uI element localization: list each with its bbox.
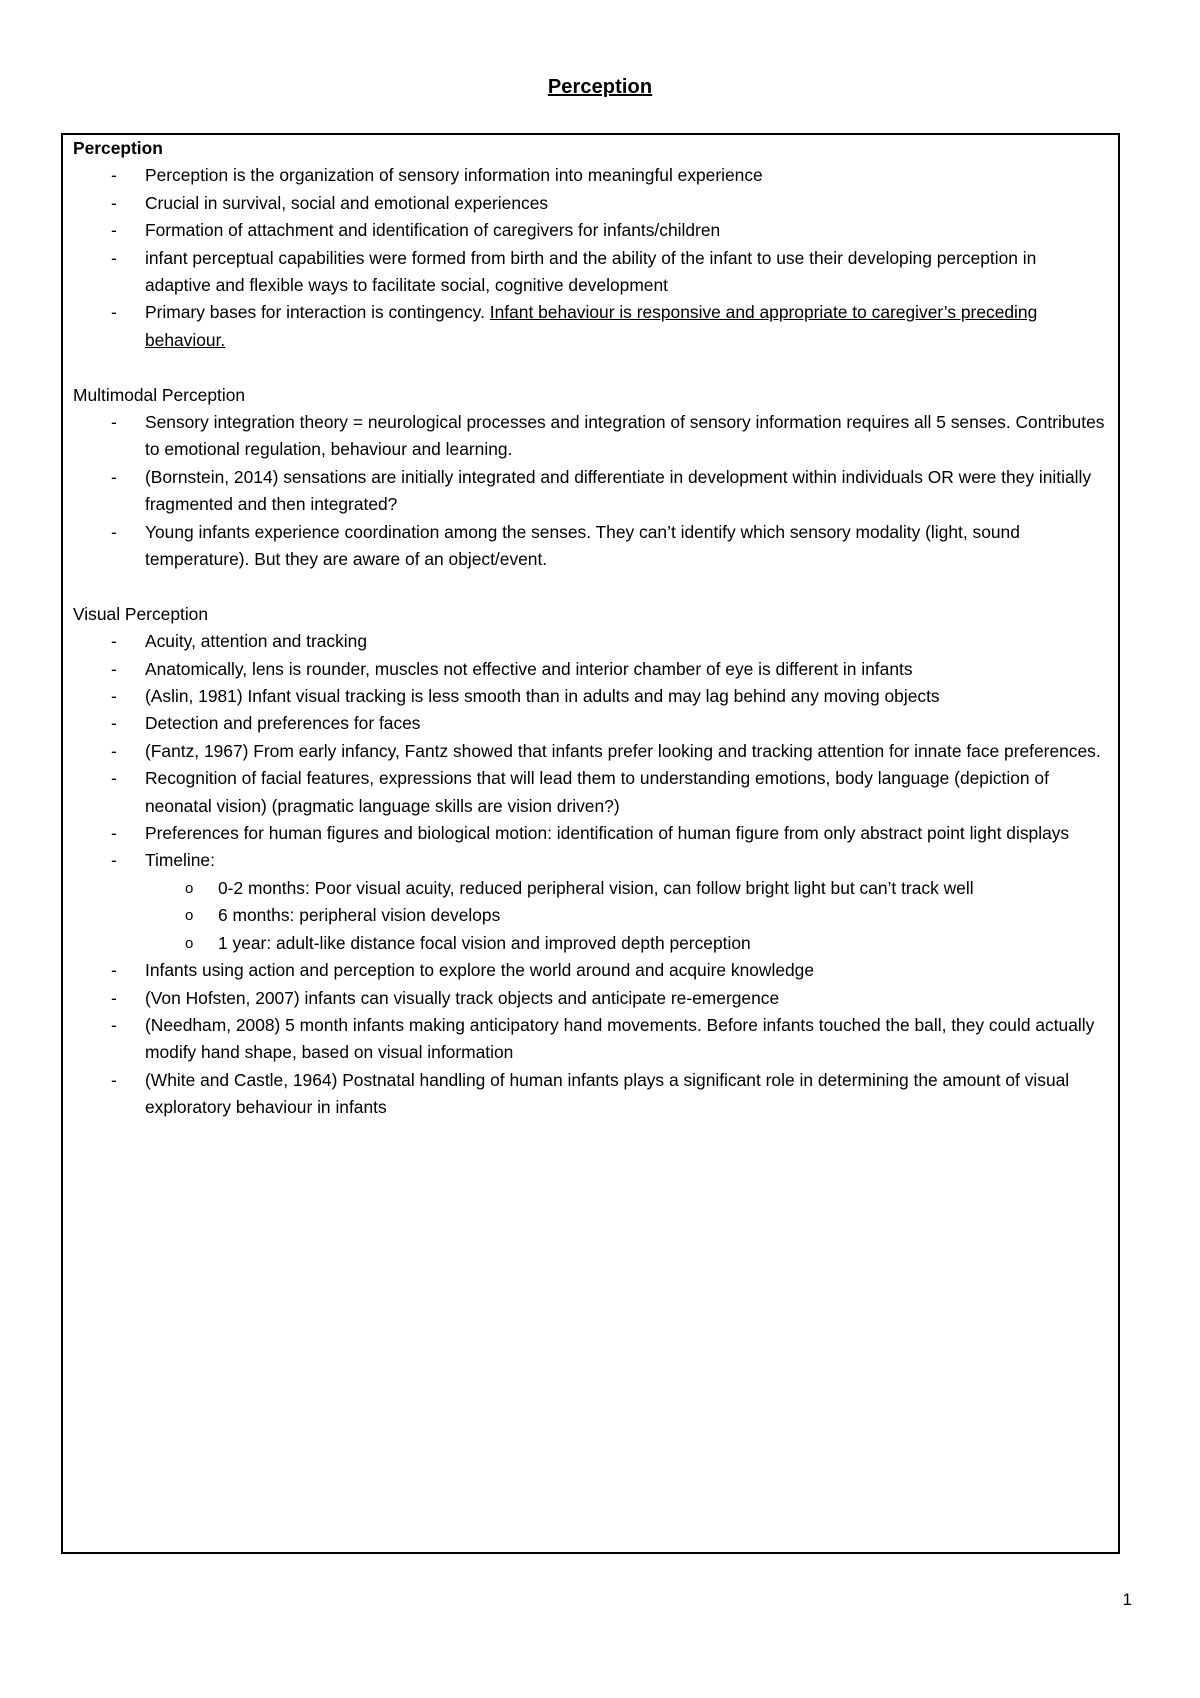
- timeline-item: o 6 months: peripheral vision develops: [185, 905, 501, 926]
- list-item-contingency: - Primary bases for interaction is contingency. Infant behaviour is responsive and appropriate to caregiver’s preceding behaviour.: [111, 302, 1038, 350]
- section-heading-visual: Visual Perception: [73, 603, 209, 624]
- section-heading-perception: Perception: [73, 138, 163, 158]
- list-item: - Sensory integration theory = neurological processes and integration of sensory information requires all 5 senses. Contributes to emotional regulation, behaviour and learning.: [111, 412, 1105, 460]
- list-item: - Preferences for human figures and biological motion: identification of human figure from only abstract point light displays: [111, 823, 1070, 844]
- list-item: - Recognition of facial features, expressions that will lead them to understanding emotions, body language (depiction of neonatal vision) (pragmatic language skills are vision driven?): [111, 768, 1049, 816]
- list-item: - Infants using action and perception to explore the world around and acquire knowledge: [111, 960, 815, 981]
- list-item: - (Aslin, 1981) Infant visual tracking is less smooth than in adults and may lag behind any moving objects: [111, 686, 940, 707]
- list-item: - Crucial in survival, social and emotional experiences: [111, 192, 549, 213]
- section-spacer: [73, 573, 1113, 600]
- timeline-item: o 0-2 months: Poor visual acuity, reduced peripheral vision, can follow bright light but can’t track well: [185, 877, 974, 898]
- section-spacer: [73, 354, 1113, 381]
- page-title: Perception: [547, 76, 653, 98]
- list-item: - Detection and preferences for faces: [111, 713, 421, 734]
- list-item: - Young infants experience coordination among the senses. They can’t identify which sensory modality (light, sound temperature). But they are aware of an object/event.: [111, 521, 1020, 570]
- contingency-underlined: Infant behaviour is responsive and appropriate to caregiver’s preceding behaviour.: [145, 302, 1038, 350]
- list-item: - infant perceptual capabilities were formed from birth and the ability of the infant to use their developing perception in adaptive and flexible ways to facilitate social, cognitive development: [111, 247, 1037, 296]
- list-item-timeline: - Timeline:: [111, 850, 215, 871]
- notes-content: [73, 135, 1113, 1122]
- contingency-lead: Primary bases for interaction is contingency.: [145, 302, 485, 323]
- list-item: - (Fantz, 1967) From early infancy, Fantz showed that infants prefer looking and tracking attention for innate face preferences.: [111, 740, 1101, 761]
- list-item: - Perception is the organization of sensory information into meaningful experience: [111, 165, 763, 186]
- list-item: - (Needham, 2008) 5 month infants making anticipatory hand movements. Before infants touched the ball, they could actually modify hand shape, based on visual information: [111, 1014, 1095, 1063]
- list-item: - Formation of attachment and identification of caregivers for infants/children: [111, 220, 721, 241]
- page-number: 1: [1122, 1590, 1132, 1609]
- list-item: - Anatomically, lens is rounder, muscles not effective and interior chamber of eye is different in infants: [111, 658, 913, 679]
- list-item: - (White and Castle, 1964) Postnatal handling of human infants plays a significant role in determining the amount of visual exploratory behaviour in infants: [111, 1069, 1070, 1118]
- list-item: - (Von Hofsten, 2007) infants can visually track objects and anticipate re-emergence: [111, 987, 780, 1008]
- section-heading-multimodal: Multimodal Perception: [73, 384, 246, 405]
- list-item: - (Bornstein, 2014) sensations are initially integrated and differentiate in development within individuals OR were they initially fragmented and then integrated?: [111, 466, 1092, 515]
- timeline-item: o 1 year: adult-like distance focal vision and improved depth perception: [185, 932, 751, 953]
- list-item: - Acuity, attention and tracking: [111, 631, 368, 652]
